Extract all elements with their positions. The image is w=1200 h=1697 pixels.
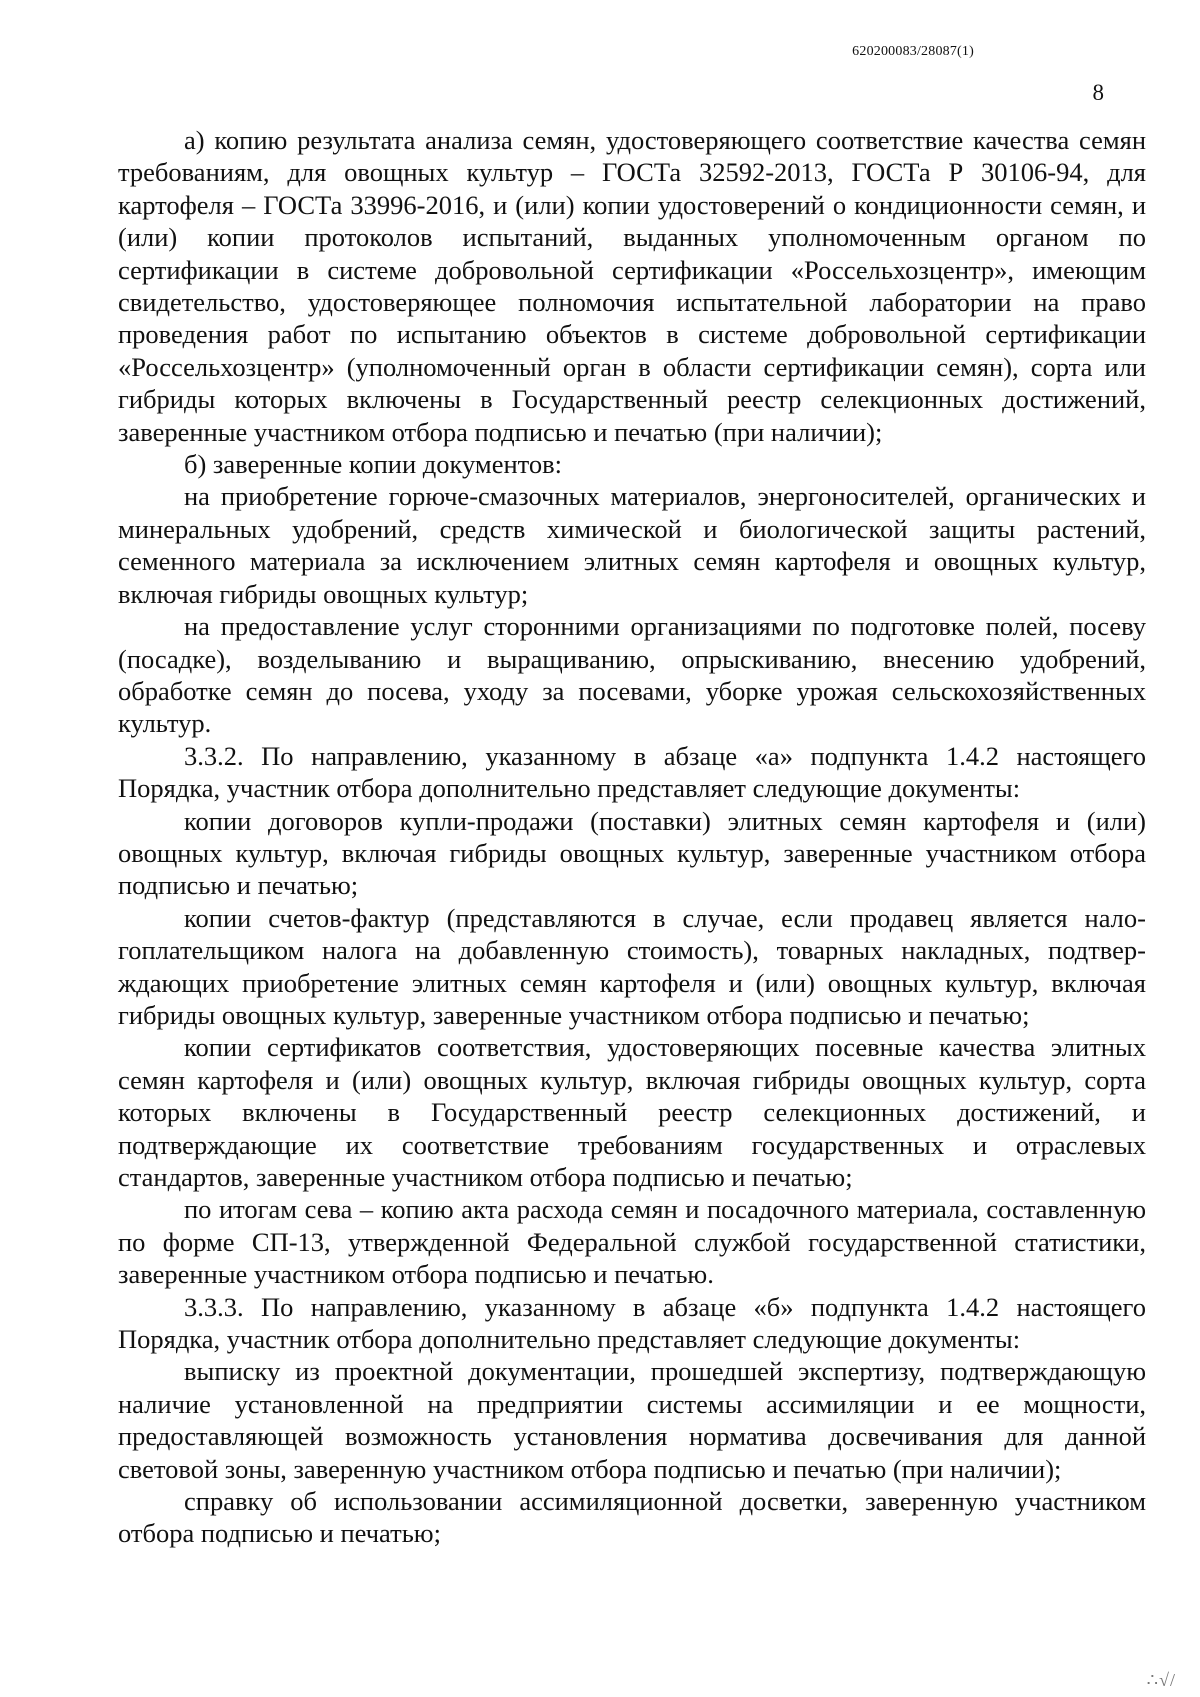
paragraph-sowing-act: по итогам сева – копию акта расхода семян и посадочного материала, составленную по форме СП-13, утвержденной Федеральной службой государственной статистики, заверенные участником отбора подписью и печатью. xyxy=(118,1194,1146,1290)
paragraph-third-party-services: на предоставление услуг сторонними организациями по подготовке полей, посеву (посадке), возделыванию и выращиванию, опрыскиванию, внесению удобрений, обработке семян до посева, уходу за посевами, уборке урожая сельскохозяйственных культур. xyxy=(118,611,1146,739)
paragraph-b-certified-copies: б) заверенные копии документов: xyxy=(184,449,563,480)
page-number: 8 xyxy=(1092,80,1104,105)
paragraph-purchase-materials: на приобретение горюче-смазочных материалов, энергоносителей, органических и минеральных удобрений, средств химической и биологической защиты растений, семенного материала за исключением элитных семян картофеля и овощных культур, включая гибриды овощных культур; xyxy=(118,481,1146,609)
paragraph-3-3-3: 3.3.3. По направлению, указанному в абзаце «б» подпункта 1.4.2 настоящего Порядка, участник отбора дополнительно представляет следующие документы: xyxy=(118,1291,1146,1355)
paragraph-a-seed-analysis: а) копию результата анализа семян, удостоверяющего соответствие качества семян требованиям, для овощных культур – ГОСТа 32592-2013, ГОСТа Р 30106-94, для картофеля – ГОСТа 33996-2016, и (или) копии удостоверений о кондиционности семян, и (или) копии протоколов испытаний, выданных уполномоченным органом по сертификации в системе добровольной сертификации «Россельхозцентр», имеющим свидетельство, удостоверяющее полномочия испытательной лаборатории на право проведения работ по испытанию объектов в системе добровольной сертификации «Россельхозцентр» (уполномоченный орган в области сертификации семян), сорта или гибриды которых включены в Государственный реестр селекционных достижений, заверенные участником отбора подписью и печатью (при наличии); xyxy=(118,125,1146,447)
paragraph-lighting-certificate: справку об использовании ассимиляционной досветки, заверенную участником отбора подписью и печатью; xyxy=(118,1486,1146,1549)
paragraph-purchase-contracts: копии договоров купли-продажи (поставки) элитных семян картофеля и (или) овощных культур, включая гибриды овощных культур, заверенные участником отбора подписью и печатью; xyxy=(118,805,1146,901)
paragraph-invoices: копии счетов-фактур (представляются в случае, если продавец является налогоплательщиком налога на добавленную стоимость), товарных накладных, подтверждающих приобретение элитных семян картофеля и (или) овощных культур, включая гибриды овощных культур, заверенные участником отбора подписью и печатью; xyxy=(118,902,1146,1030)
paragraph-conformity-certificates: копии сертификатов соответствия, удостоверяющих посевные качества элитных семян картофеля и (или) овощных культур, включая гибриды овощных культур, сорта которых включены в Государственный реестр селекционных достижений, и подтверждающие их соответствие требованиям государственных и отраслевых стандартов, заверенные участником отбора подписью и печатью; xyxy=(118,1032,1146,1192)
document-registration-number: 620200083/28087(1) xyxy=(852,44,974,59)
paragraph-project-documentation: выписку из проектной документации, прошедшей экспертизу, подтверждающую наличие установленной на предприятии системы ассимиляции и ее мощности, предоставляющей возможность установления норматива досвечивания для данной световой зоны, заверенную участником отбора подписью и печатью (при наличии); xyxy=(118,1356,1146,1484)
document-body xyxy=(118,124,1146,1550)
corner-handwritten-mark: ∴√/ xyxy=(1146,1670,1176,1690)
paragraph-3-3-2: 3.3.2. По направлению, указанному в абзаце «а» подпункта 1.4.2 настоящего Порядка, участник отбора дополнительно представляет следующие документы: xyxy=(118,740,1146,804)
